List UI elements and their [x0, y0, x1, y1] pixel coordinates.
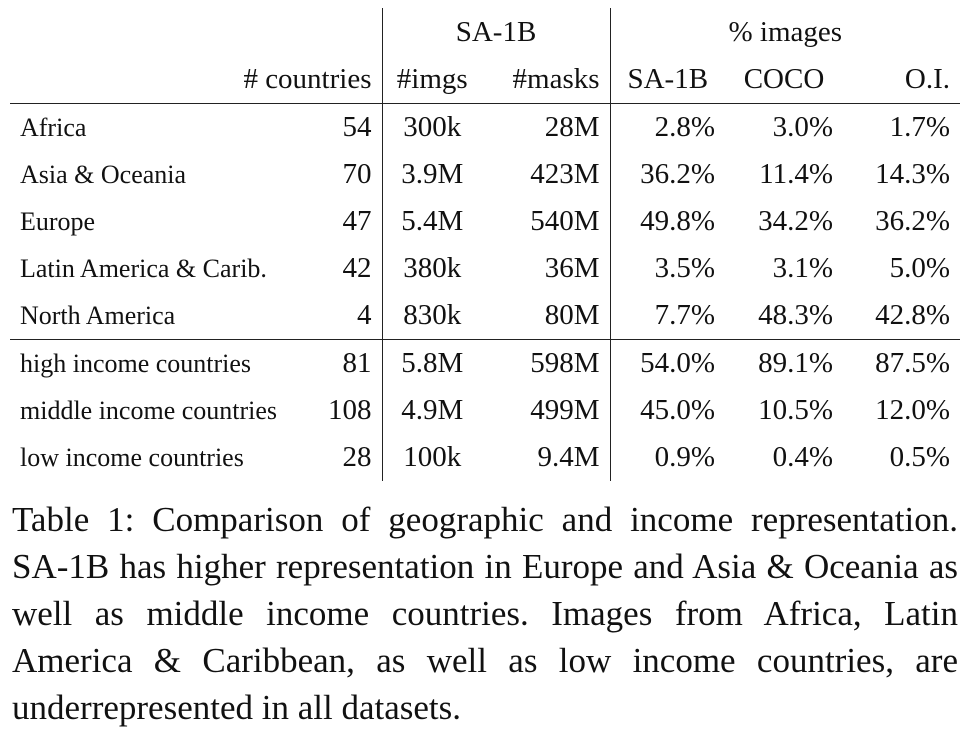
cell-masks: 28M: [544, 111, 600, 143]
cell-masks: 423M: [530, 158, 600, 190]
header-row: [10, 56, 960, 104]
cell-imgs: 5.4M: [382, 198, 482, 245]
col-header-countries: # countries: [10, 56, 382, 104]
cell-masks: 540M: [530, 205, 600, 237]
table-row: [10, 198, 960, 245]
cell-coco: 89.1%: [758, 347, 834, 379]
cell-masks: 598M: [530, 347, 600, 379]
cell-masks: 499M: [530, 394, 600, 426]
cell-sa1b: 36.2%: [610, 151, 725, 198]
cell-sa1b: 45.0%: [610, 387, 725, 434]
cell-coco: 3.0%: [772, 111, 834, 143]
row-label: Africa: [20, 113, 87, 142]
cell-oi: 1.7%: [889, 111, 951, 143]
cell-imgs: 100k: [382, 434, 482, 481]
comparison-table: [10, 8, 960, 481]
cell-sa1b: 2.8%: [610, 104, 725, 152]
table-row: [10, 340, 960, 388]
cell-countries: 47: [342, 205, 372, 237]
cell-countries: 28: [342, 441, 372, 473]
cell-imgs: 830k: [382, 292, 482, 340]
cell-oi: 5.0%: [889, 252, 951, 284]
cell-sa1b: 7.7%: [610, 292, 725, 340]
cell-coco: 0.4%: [772, 441, 834, 473]
table-row: [10, 434, 960, 481]
cell-coco: 34.2%: [758, 205, 834, 237]
group-header-pct-images: % images: [610, 8, 960, 56]
cell-oi: 42.8%: [843, 292, 960, 340]
cell-coco: 48.3%: [725, 292, 843, 340]
cell-imgs: 3.9M: [382, 151, 482, 198]
cell-masks: 36M: [544, 252, 600, 284]
table-row: [10, 292, 960, 340]
table-row: [10, 104, 960, 152]
col-header-imgs: #imgs: [382, 56, 482, 104]
cell-coco: 11.4%: [759, 158, 834, 190]
table-caption: Table 1: Comparison of geographic and income representation. SA-1B has higher representation in Europe and Asia & Oceania as well as middle income countries. Images from Africa, Latin America & Caribbean, as well as low income countries, are underrepresented in all datasets.: [12, 500, 958, 727]
cell-sa1b: 49.8%: [610, 198, 725, 245]
col-header-masks: #masks: [482, 56, 610, 104]
col-header-sa1b: SA-1B: [610, 56, 725, 104]
cell-oi: 0.5%: [889, 441, 951, 473]
cell-imgs: 5.8M: [382, 340, 482, 388]
row-label: middle income countries: [20, 396, 278, 425]
row-label: North America: [10, 292, 300, 340]
cell-oi: 12.0%: [875, 394, 951, 426]
table-row: [10, 245, 960, 292]
cell-sa1b: 54.0%: [610, 340, 725, 388]
row-label: low income countries: [20, 443, 244, 472]
cell-oi: 14.3%: [875, 158, 951, 190]
cell-imgs: 300k: [382, 104, 482, 152]
table-row: [10, 151, 960, 198]
row-label: Europe: [20, 207, 96, 236]
cell-sa1b: 0.9%: [610, 434, 725, 481]
group-header-sa1b: SA-1B: [382, 8, 610, 56]
col-header-coco: COCO: [725, 56, 843, 104]
cell-imgs: 380k: [382, 245, 482, 292]
cell-oi: 87.5%: [875, 347, 951, 379]
cell-imgs: 4.9M: [382, 387, 482, 434]
header-group-row: [10, 8, 960, 56]
cell-countries: 4: [300, 292, 382, 340]
row-label: Asia & Oceania: [20, 160, 187, 189]
col-header-oi: O.I.: [843, 56, 960, 104]
cell-countries: 42: [342, 252, 372, 284]
cell-coco: 3.1%: [772, 252, 834, 284]
cell-masks: 9.4M: [537, 441, 600, 473]
cell-countries: 81: [342, 347, 372, 379]
row-label: Latin America & Carib.: [20, 254, 267, 283]
cell-sa1b: 3.5%: [610, 245, 725, 292]
cell-oi: 36.2%: [875, 205, 951, 237]
cell-masks: 80M: [482, 292, 610, 340]
cell-countries: 70: [342, 158, 372, 190]
row-label: high income countries: [20, 349, 252, 378]
cell-coco: 10.5%: [758, 394, 834, 426]
cell-countries: 108: [328, 394, 372, 426]
cell-countries: 54: [342, 111, 372, 143]
table-row: [10, 387, 960, 434]
